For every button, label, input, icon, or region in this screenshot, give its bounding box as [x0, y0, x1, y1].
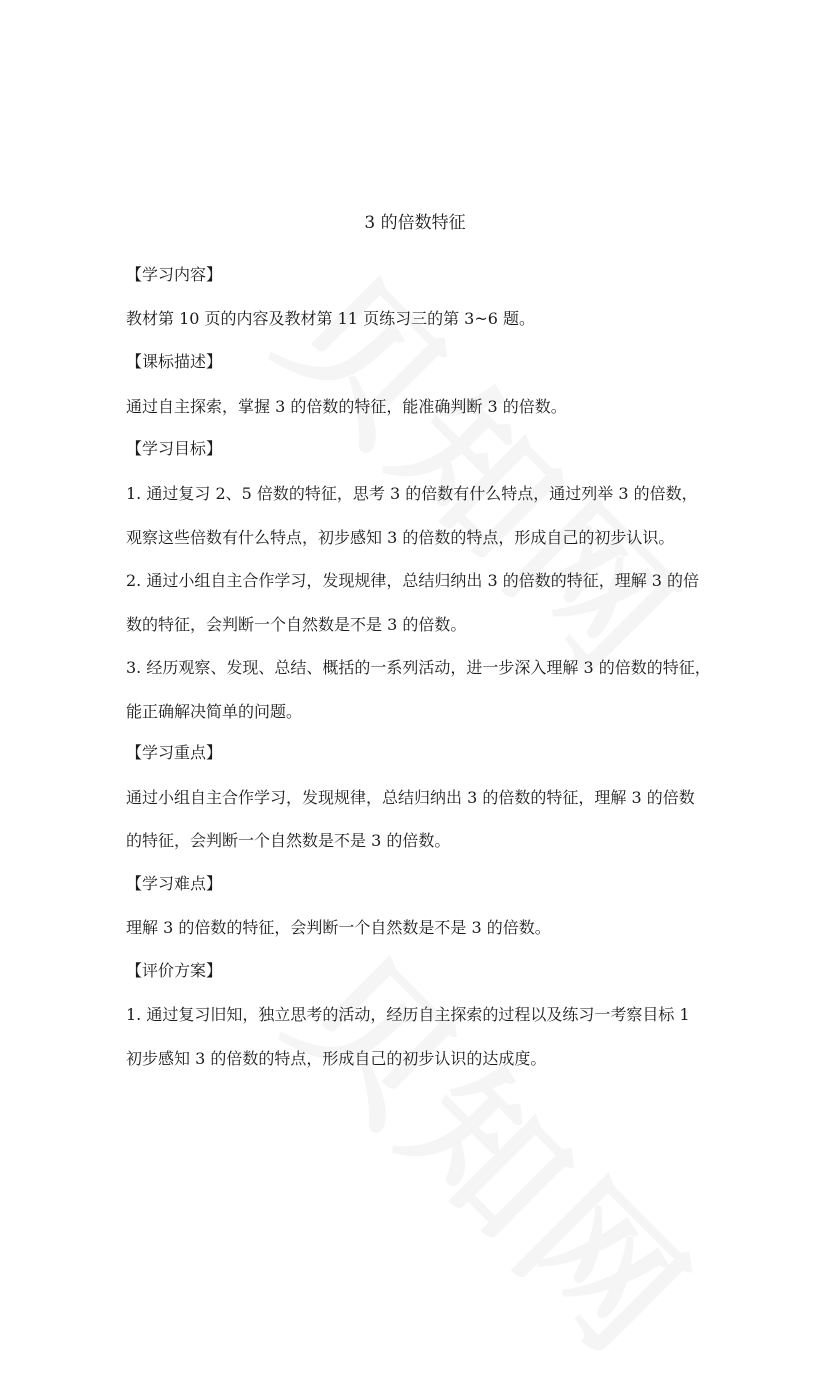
- section-text: 1. 通过复习旧知，独立思考的活动，经历自主探索的过程以及练习一考察目标 1: [126, 1005, 690, 1024]
- section-heading-difficulties: 【学习难点】: [126, 874, 223, 893]
- section-heading-standard: 【课标描述】: [126, 352, 223, 371]
- section-text: 通过自主探索，掌握 3 的倍数的特征，能准确判断 3 的倍数。: [126, 397, 567, 416]
- section-heading-key-points: 【学习重点】: [126, 743, 223, 762]
- watermark: [244, 222, 736, 714]
- section-text: 数的特征，会判断一个自然数是不是 3 的倍数。: [126, 615, 467, 634]
- page-title: 3 的倍数特征: [364, 213, 466, 233]
- section-heading-content: 【学习内容】: [126, 265, 223, 284]
- section-text: 3. 经历观察、发现、总结、概括的一系列活动，进一步深入理解 3 的倍数的特征，: [126, 658, 711, 677]
- section-text: 观察这些倍数有什么特点，初步感知 3 的倍数的特点，形成自己的初步认识。: [126, 528, 675, 547]
- section-heading-evaluation: 【评价方案】: [126, 961, 223, 980]
- section-text: 理解 3 的倍数的特征，会判断一个自然数是不是 3 的倍数。: [126, 918, 551, 937]
- section-heading-objectives: 【学习目标】: [126, 439, 223, 458]
- watermark: [254, 902, 746, 1394]
- section-text: 的特征，会判断一个自然数是不是 3 的倍数。: [126, 831, 451, 850]
- section-text: 能正确解决简单的问题。: [126, 702, 303, 721]
- section-text: 1. 通过复习 2、5 倍数的特征，思考 3 的倍数有什么特点，通过列举 3 的倍数，: [126, 484, 698, 503]
- section-text: 通过小组自主合作学习，发现规律，总结归纳出 3 的倍数的特征，理解 3 的倍数: [126, 788, 695, 807]
- section-text: 教材第 10 页的内容及教材第 11 页练习三的第 3~6 题。: [126, 309, 536, 328]
- section-text: 初步感知 3 的倍数的特点，形成自己的初步认识的达成度。: [126, 1049, 547, 1068]
- section-text: 2. 通过小组自主合作学习，发现规律，总结归纳出 3 的倍数的特征，理解 3 的倍: [126, 571, 700, 590]
